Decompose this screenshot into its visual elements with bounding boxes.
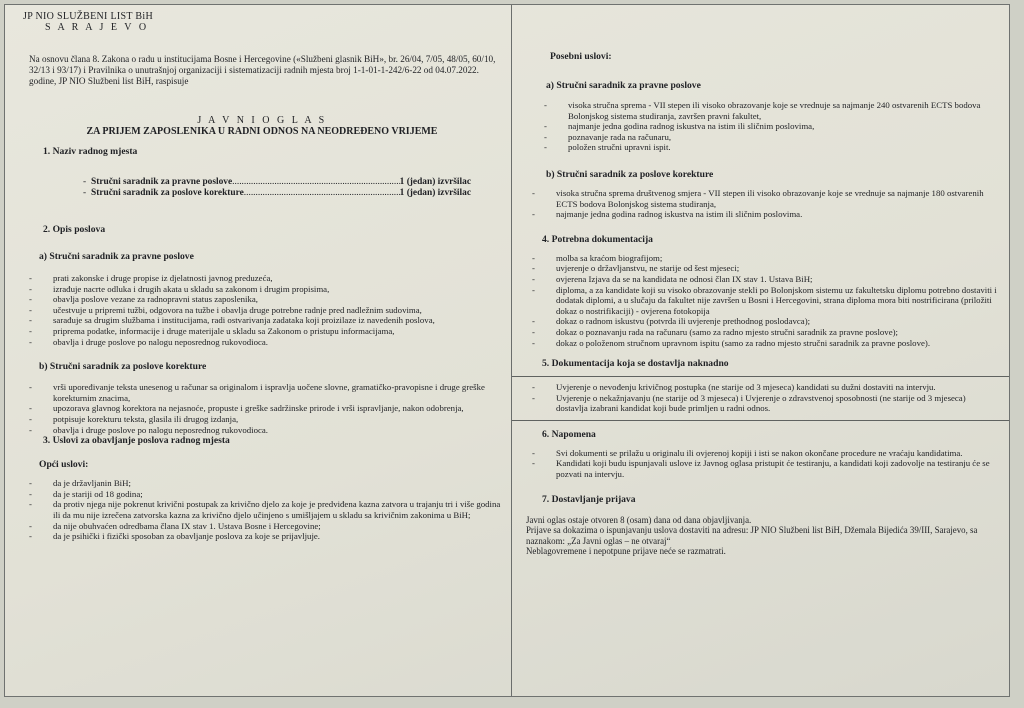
- section-5-list: [526, 382, 999, 414]
- section-7-body: [526, 515, 999, 557]
- list-item: - dokaz o poznavanju rada na računaru (samo za radno mjesto stručni saradnik za pravne poslove);: [526, 327, 999, 338]
- special-conditions-title: Posebni uslovi:: [550, 51, 612, 62]
- left-column: [5, 5, 512, 696]
- section-6-list: [526, 448, 999, 480]
- list-item: - poznavanje rada na računaru,: [538, 132, 999, 143]
- header-city: S A R A J E V O: [45, 22, 149, 33]
- section-2a-list: [23, 273, 501, 347]
- special-b-list: [526, 188, 999, 220]
- section-4-list: [526, 253, 999, 348]
- special-a-list: [526, 100, 999, 153]
- list-item: - najmanje jedna godina radnog iskustva na istim ili sličnim poslovima,: [538, 121, 999, 132]
- special-a-title: a) Stručni saradnik za pravne poslove: [546, 80, 701, 91]
- position-count: 1 (jedan) izvršilac: [399, 188, 471, 198]
- section-2a-title: a) Stručni saradnik za pravne poslove: [39, 251, 194, 262]
- section-4-heading: 4. Potrebna dokumentacija: [542, 233, 653, 245]
- document-page: [4, 4, 1010, 697]
- section-2b-title: b) Stručni saradnik za poslove korekture: [39, 361, 207, 373]
- list-item: - vrši upoređivanje teksta unesenog u računar sa originalom i ispravlja uočene slovne, gramatičko-pravopisne i druge greške korekturnim znacima,: [23, 382, 501, 403]
- list-item: - uvjerenje o državljanstvu, ne starije od šest mjeseci;: [526, 263, 999, 274]
- right-column: [512, 5, 1010, 696]
- header-org: JP NIO SLUŽBENI LIST BiH: [23, 11, 153, 22]
- section-3-heading: 3. Uslovi za obavljanje poslova radnog mjesta: [43, 435, 230, 447]
- divider: [512, 376, 1010, 377]
- divider: [512, 420, 1010, 421]
- positions-list: [23, 177, 501, 199]
- list-item: - učestvuje u pripremi tužbi, odgovora na tužbe i obavlja druge potrebne radnje pred nadležnim sudovima,: [23, 305, 501, 316]
- list-item: - potpisuje korekturu teksta, glasila ili drugog izdanja,: [23, 414, 501, 425]
- section-1-heading: 1. Naziv radnog mjesta: [43, 146, 138, 157]
- list-item: - Uvjerenje o nevođenju krivičnog postupka (ne starije od 3 mjeseca) kandidati su dužni dostaviti na intervju.: [526, 382, 999, 393]
- list-item: - sarađuje sa drugim službama i institucijama, radi ostvarivanja zadataka koji proizilaze iz navedenih poslova,: [23, 315, 501, 326]
- list-item: - ovjerena Izjava da se na kandidata ne odnosi član IX stav 1. Ustava BiH;: [526, 274, 999, 285]
- section-7-heading: 7. Dostavljanje prijava: [542, 493, 636, 505]
- list-item: - da je državljanin BiH;: [23, 478, 501, 489]
- list-item: - položen stručni upravni ispit.: [538, 142, 999, 153]
- list-item: - visoka stručna sprema - VII stepen ili visoko obrazovanje koje se vrednuje sa najmanje 240 ostvarenih ECTS bodova Bolonjskog sistema studiranja, završen pravni fakultet,: [538, 100, 999, 121]
- list-item: - obavlja i druge poslove po nalogu neposrednog rukovodioca.: [23, 337, 501, 348]
- list-item: - da nije obuhvaćen odredbama člana IX stav 1. Ustava Bosne i Hercegovine;: [23, 521, 501, 532]
- list-item: - Kandidati koji budu ispunjavali uslove iz Javnog oglasa pristupit će testiranju, a kandidati koji zadovolje na testiranju će se pozvati na intervju.: [526, 458, 999, 479]
- section-2-heading: 2. Opis poslova: [43, 224, 106, 235]
- intro-paragraph: Na osnovu člana 8. Zakona o radu u institucijama Bosne i Hercegovine («Službeni glasnik BiH», br. 26/04, 7/05, 48/05, 60/10, 32/13 i 93/17) i Pravilnika o unutrašnjoj organizaciji i sistematizaciji radnih mjesta broj 1-1-01-1-242/6-22 od 04.07.2022. godine, JP NIO Službeni list BiH, raspisuje: [29, 54, 496, 86]
- list-item: - Uvjerenje o nekažnjavanju (ne starije od 3 mjeseca) i Uvjerenje o zdravstvenoj sposobnosti (ne starije od 3 mjeseca) dostavlja izabrani kandidat koji bude primljen u radni odnos.: [526, 393, 999, 414]
- special-b-title: b) Stručni saradnik za poslove korekture: [546, 168, 714, 180]
- list-item: - priprema podatke, informacije i druge materijale u skladu sa Zakonom o pristupu informacijama,: [23, 326, 501, 337]
- list-item: - Svi dokumenti se prilažu u originalu ili ovjerenoj kopiji i isti se nakon okončane procedure ne vraćaju kandidatima.: [526, 448, 999, 459]
- list-item: - izrađuje nacrte odluka i drugih akata u skladu sa zakonom i drugim propisima,: [23, 284, 501, 295]
- paragraph: Prijave sa dokazima o ispunjavanju uslova dostaviti na adresu: JP NIO Službeni list BiH, Džemala Bijedića 39/III, Sarajevo, sa naznakom: „Za Javni oglas – ne otvaraj“: [526, 525, 978, 546]
- header: [23, 11, 501, 33]
- list-item: - obavlja poslove vezane za radnopravni status zaposlenika,: [23, 294, 501, 305]
- list-item: - visoka stručna sprema društvenog smjera - VII stepen ili visoko obrazovanje koje se vrednuje sa najmanje 180 ostvarenih ECTS bodova Bolonjskog sistema studiranja,: [526, 188, 999, 209]
- list-item: - obavlja i druge poslove po nalogu neposrednog rukovodioca.: [23, 425, 501, 436]
- list-item: - dokaz o radnom iskustvu (potvrda ili uvjerenje prethodnog poslodavca);: [526, 316, 999, 327]
- title-line-2: ZA PRIJEM ZAPOSLENIKA U RADNI ODNOS NA NEODREĐENO VRIJEME: [86, 126, 438, 137]
- position-name: Stručni saradnik za pravne poslove: [91, 177, 233, 187]
- list-item: - molba sa kraćom biografijom;: [526, 253, 999, 264]
- general-conditions-title: Opći uslovi:: [39, 459, 89, 471]
- position-row: - Stručni saradnik za poslove korekture ..... 1 (jedan) izvršilac: [83, 188, 471, 199]
- document-title: [23, 115, 501, 137]
- paragraph: Javni oglas ostaje otvoren 8 (osam) dana od dana objavljivanja.: [526, 514, 752, 525]
- list-item: - diploma, a za kandidate koji su visoko obrazovanje stekli po Bolonjskom sistemu uz fakultetsku diplomu potrebno dostaviti i dodatak diplomi, a u slučaju da fakultet nije završen u Bosni i Hercegovini, strana diploma mora biti nostrificirana (priložiti dokaz o nostrifikaciji) - ovjerena fotokopija: [526, 285, 999, 317]
- section-6-heading: 6. Napomena: [542, 428, 596, 440]
- title-line-1: J A V N I O G L A S: [197, 115, 327, 126]
- section-2b-list: [23, 382, 501, 435]
- list-item: - prati zakonske i druge propise iz djelatnosti javnog preduzeća,: [23, 273, 501, 284]
- position-count: 1 (jedan) izvršilac: [399, 177, 471, 187]
- general-conditions-list: [23, 478, 501, 542]
- list-item: - najmanje jedna godina radnog iskustva na istim ili sličnim poslovima.: [526, 209, 999, 220]
- list-item: - dokaz o položenom stručnom upravnom ispitu (samo za radno mjesto stručni saradnik za pravne poslove).: [526, 338, 999, 349]
- list-item: - upozorava glavnog korektora na nejasnoće, propuste i greške sadržinske prirode i vrši ispravljanje, nakon odobrenja,: [23, 403, 501, 414]
- position-row: - Stručni saradnik za pravne poslove ..... 1 (jedan) izvršilac: [83, 177, 471, 188]
- list-item: - da je psihički i fizički sposoban za obavljanje poslova za koje se prijavljuje.: [23, 531, 501, 542]
- list-item: - da protiv njega nije pokrenut krivični postupak za krivično djelo za koje je predviđena kazna zatvora u trajanju tri i više godina ili da mu nije izrečena zatvorska kazna za krivično djelo učinjeno s umišljajem u skladu sa krivičnim zakonima u BiH;: [23, 499, 501, 520]
- list-item: - da je stariji od 18 godina;: [23, 489, 501, 500]
- position-name: Stručni saradnik za poslove korekture: [91, 188, 244, 198]
- section-5-heading: 5. Dokumentacija koja se dostavlja naknadno: [542, 358, 729, 370]
- paragraph: Neblagovremene i nepotpune prijave neće se razmatrati.: [526, 546, 726, 557]
